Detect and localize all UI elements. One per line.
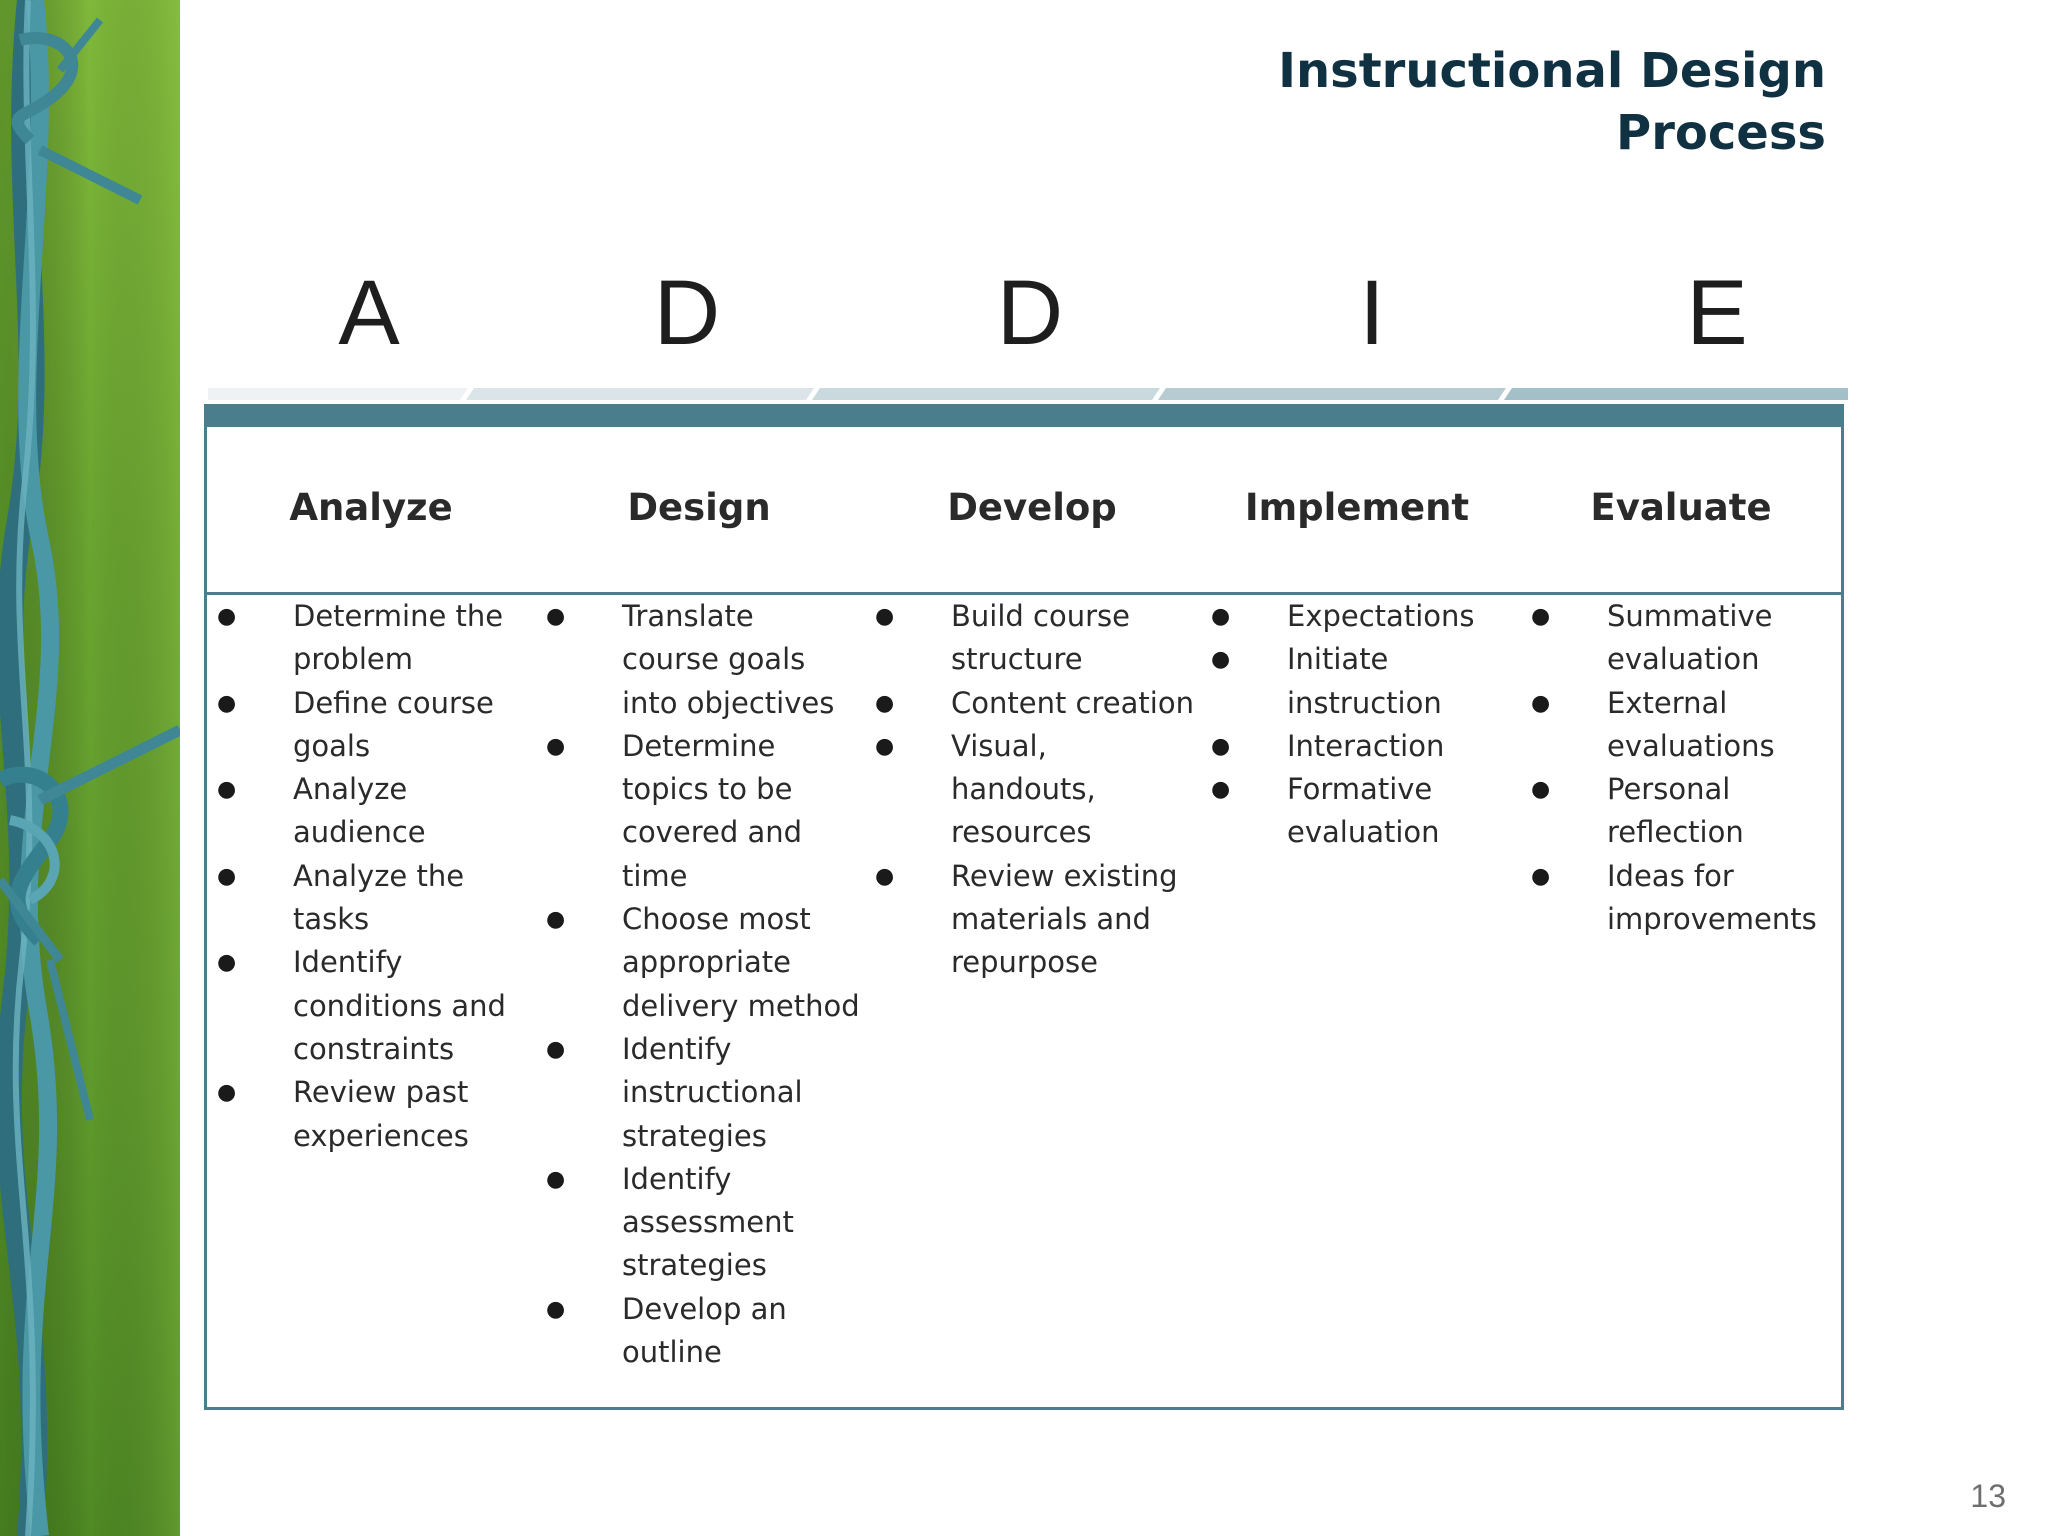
bullet-icon: ●	[1531, 777, 1551, 803]
list-item: ● Summative evaluation	[1607, 595, 1837, 682]
header-analyze: Analyze	[289, 486, 453, 529]
table-header-row	[207, 427, 1841, 595]
list-item: ● Review existing materials and repurpose	[951, 855, 1201, 985]
letter-d-1: D	[653, 262, 721, 364]
list-item: ● Determine topics to be covered and time	[622, 725, 872, 898]
bullet-icon: ●	[217, 777, 237, 803]
phase-step-bar	[208, 388, 1848, 400]
list-item: ● Identify assessment strategies	[622, 1158, 872, 1288]
list-item: ● Identify conditions and constraints	[293, 941, 543, 1071]
bullet-icon: ●	[875, 863, 895, 889]
bullet-icon: ●	[875, 604, 895, 629]
evaluate-list	[1531, 595, 1837, 941]
list-item: ● Personal reflection	[1607, 768, 1837, 855]
implement-list	[1211, 595, 1517, 855]
barbed-wire-image	[0, 0, 180, 1536]
list-item: ● Develop an outline	[622, 1288, 872, 1375]
list-item: ● Translate course goals into objectives	[622, 595, 872, 725]
list-item: ● Expectations	[1287, 595, 1517, 638]
bullet-icon: ●	[1211, 733, 1231, 759]
list-item: ● Analyze audience	[293, 768, 543, 855]
bullet-icon: ●	[217, 1080, 237, 1106]
list-item: ● Define course goals	[293, 682, 543, 769]
slide-title-line-2: Process	[1616, 105, 1826, 161]
bullet-icon: ●	[546, 1166, 566, 1192]
letter-a: A	[338, 262, 400, 364]
bullet-icon: ●	[1531, 863, 1551, 889]
list-item: ● Formative evaluation	[1287, 768, 1517, 855]
bullet-icon: ●	[1531, 604, 1551, 629]
list-item: ● Determine the problem	[293, 595, 543, 682]
letter-e: E	[1686, 262, 1748, 364]
analyze-list	[217, 595, 543, 1158]
bullet-icon: ●	[1531, 690, 1551, 716]
bullet-icon: ●	[546, 1296, 566, 1322]
addie-table	[204, 404, 1844, 1410]
design-list	[546, 595, 872, 1374]
letter-i: I	[1359, 262, 1385, 364]
slide-number: 13	[1970, 1478, 2006, 1514]
addie-letters	[205, 258, 1845, 368]
header-implement: Implement	[1244, 486, 1470, 529]
list-item: ● Interaction	[1287, 725, 1517, 768]
bullet-icon: ●	[217, 690, 237, 716]
table-top-bar	[207, 407, 1841, 427]
bullet-icon: ●	[217, 950, 237, 976]
develop-list	[875, 595, 1201, 985]
slide-title	[926, 40, 1826, 164]
bullet-icon: ●	[217, 863, 237, 889]
bullet-icon: ●	[875, 733, 895, 759]
bullet-icon: ●	[546, 604, 566, 629]
list-item: ● Initiate instruction	[1287, 638, 1517, 725]
list-item: ● Build course structure	[951, 595, 1201, 682]
bullet-icon: ●	[217, 604, 237, 629]
list-item: ● Analyze the tasks	[293, 855, 543, 942]
list-item: ● Identify instructional strategies	[622, 1028, 872, 1158]
header-develop: Develop	[947, 486, 1117, 529]
bullet-icon: ●	[875, 690, 895, 716]
bullet-icon: ●	[1211, 647, 1231, 673]
list-item: ● Visual, handouts, resources	[951, 725, 1201, 855]
list-item: ● Ideas for improvements	[1607, 855, 1837, 942]
list-item: ● External evaluations	[1607, 682, 1837, 769]
bullet-icon: ●	[546, 1036, 566, 1062]
bullet-icon: ●	[1211, 777, 1231, 803]
list-item: ● Review past experiences	[293, 1071, 543, 1158]
bullet-icon: ●	[546, 907, 566, 933]
slide-title-line-1: Instructional Design	[1278, 43, 1826, 99]
header-evaluate: Evaluate	[1590, 486, 1772, 529]
bullet-icon: ●	[1211, 604, 1231, 629]
phase-step-bar-graphic	[208, 388, 1848, 400]
barbed-wire-photo	[0, 0, 180, 1536]
header-design: Design	[627, 486, 771, 529]
list-item: ● Choose most appropriate delivery method	[622, 898, 872, 1028]
letter-d-2: D	[996, 262, 1064, 364]
bullet-icon: ●	[546, 733, 566, 759]
list-item: ● Content creation	[951, 682, 1201, 725]
